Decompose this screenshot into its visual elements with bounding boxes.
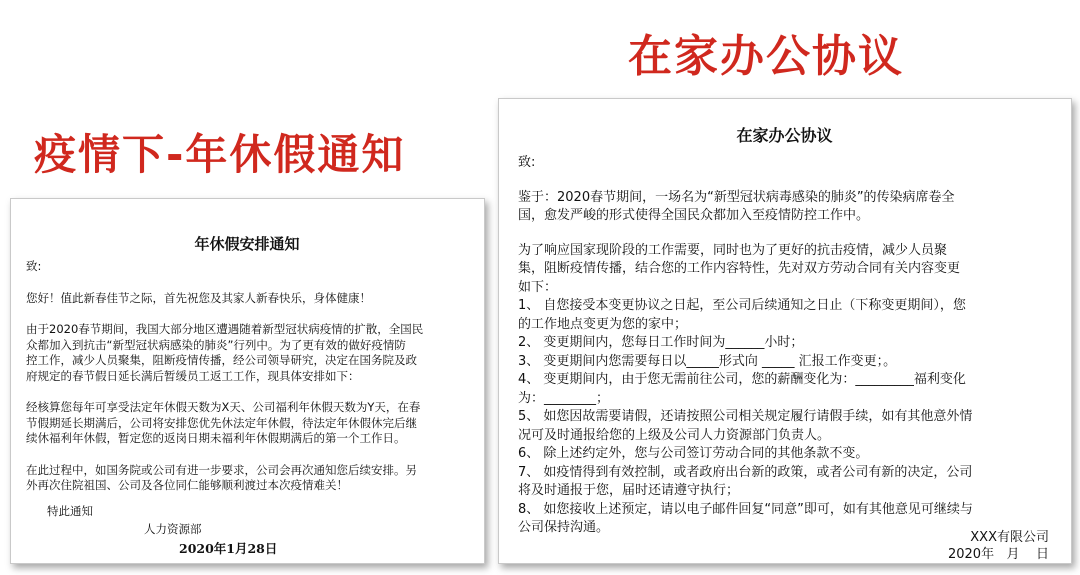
list-item: 5、 如您因故需要请假，还请按照公司相关规定履行请假手续，如有其他意外情 bbox=[518, 409, 973, 424]
paragraph-line: 在此过程中，如国务院或公司有进一步要求，公司会再次通知您后续安排。另 bbox=[26, 462, 417, 477]
sign-department: 人力资源部 bbox=[144, 522, 202, 536]
heading-annual-leave: 疫情下-年休假通知 bbox=[34, 130, 406, 179]
doc-title: 年休假安排通知 bbox=[194, 235, 300, 253]
list-item: 7、 如疫情得到有效控制，或者政府出台新的政策，或者公司有新的决定，公司 bbox=[518, 464, 973, 480]
paragraph-line: 集，阻断疫情传播，结合您的工作内容特性，先对双方劳动合同有关内容变更 bbox=[518, 261, 961, 276]
paragraph-line: 节假期延长期满后，公司将安排您优先休法定年休假，待法定年休假休完后继 bbox=[26, 415, 417, 430]
list-item: 1、 自您接受本变更协议之日起，至公司后续通知之日止（下称变更期间），您 bbox=[518, 298, 966, 313]
paragraph-line: 由于2020春节期间，我国大部分地区遭遇随着新型冠状病疫情的扩散，全国民 bbox=[26, 322, 424, 336]
paragraph-line: 众都加入到抗击“新型冠状病感染的肺炎”行列中。为了更有效的做好疫情防 bbox=[26, 337, 406, 352]
list-item: 的工作地点变更为您的家中； bbox=[518, 316, 688, 332]
paragraph-line: 外再次住院祖国、公司及各位同仁能够顺利渡过本次疫情难关！ bbox=[26, 478, 348, 492]
list-item: 2、 变更期间内，您每日工作时间为______小时； bbox=[518, 335, 804, 350]
work-from-home-agreement-document bbox=[498, 98, 1072, 564]
list-item: 4、 变更期间内，由于您无需前往公司，您的薪酬变化为：_________福利变化 bbox=[518, 372, 966, 387]
annual-leave-notice-document bbox=[10, 198, 485, 564]
paragraph-line: 经核算您每年可享受法定年休假天数为X天、公司福利年休假天数为Y天，在春 bbox=[26, 400, 421, 414]
sign-date: 2020年 月 日 bbox=[947, 547, 1049, 562]
sign-company: XXX有限公司 bbox=[970, 530, 1049, 545]
list-item: 3、 变更期间内您需要每日以_____形式向 _____ 汇报工作变更；。 bbox=[518, 353, 897, 369]
list-item: 8、 如您接收上述预定，请以电子邮件回复“同意”即可，如有其他意见可继续与 bbox=[518, 501, 973, 517]
sign-date: 2020年1月28日 bbox=[179, 541, 278, 556]
paragraph-line: 如下： bbox=[518, 279, 558, 295]
paragraph-line: 续休福利年休假，暂定您的返岗日期未福利年休假期满后的第一个工作日。 bbox=[26, 431, 406, 445]
list-item: 6、 除上述约定外，您与公司签订劳动合同的其他条款不变。 bbox=[518, 446, 869, 461]
list-item: 公司保持沟通。 bbox=[518, 520, 610, 535]
greeting-text: 您好！值此新春佳节之际，首先祝您及其家人新春快乐，身体健康！ bbox=[26, 290, 371, 305]
paragraph-line: 为了响应国家现阶段的工作需要，同时也为了更好的抗击疫情，减少人员聚 bbox=[518, 242, 948, 258]
salutation: 致: bbox=[518, 155, 536, 170]
paragraph-line: 控工作，减少人员聚集，阻断疫情传播，经公司领导研究，决定在国务院及政 bbox=[26, 353, 417, 367]
list-item: 况可及时通报给您的上级及公司人力资源部门负责人。 bbox=[518, 427, 831, 443]
list-item: 将及时通报于您，届时还请遵守执行； bbox=[518, 483, 740, 498]
paragraph-line: 府规定的春节假日延长满后暂缓员工返工工作，现具体安排如下： bbox=[26, 368, 360, 383]
sign-notice: 特此通知 bbox=[47, 504, 93, 518]
list-item: 为：________； bbox=[518, 390, 610, 406]
salutation: 致: bbox=[26, 259, 42, 273]
doc-title: 在家办公协议 bbox=[736, 126, 833, 145]
paragraph-line: 国，愈发严峻的形式使得全国民众都加入至疫情防控工作中。 bbox=[518, 208, 870, 223]
heading-work-from-home: 在家办公协议 bbox=[628, 31, 904, 82]
paragraph-line: 鉴于：2020春节期间，一场名为“新型冠状病毒感染的肺炎”的传染病席卷全 bbox=[518, 189, 955, 205]
